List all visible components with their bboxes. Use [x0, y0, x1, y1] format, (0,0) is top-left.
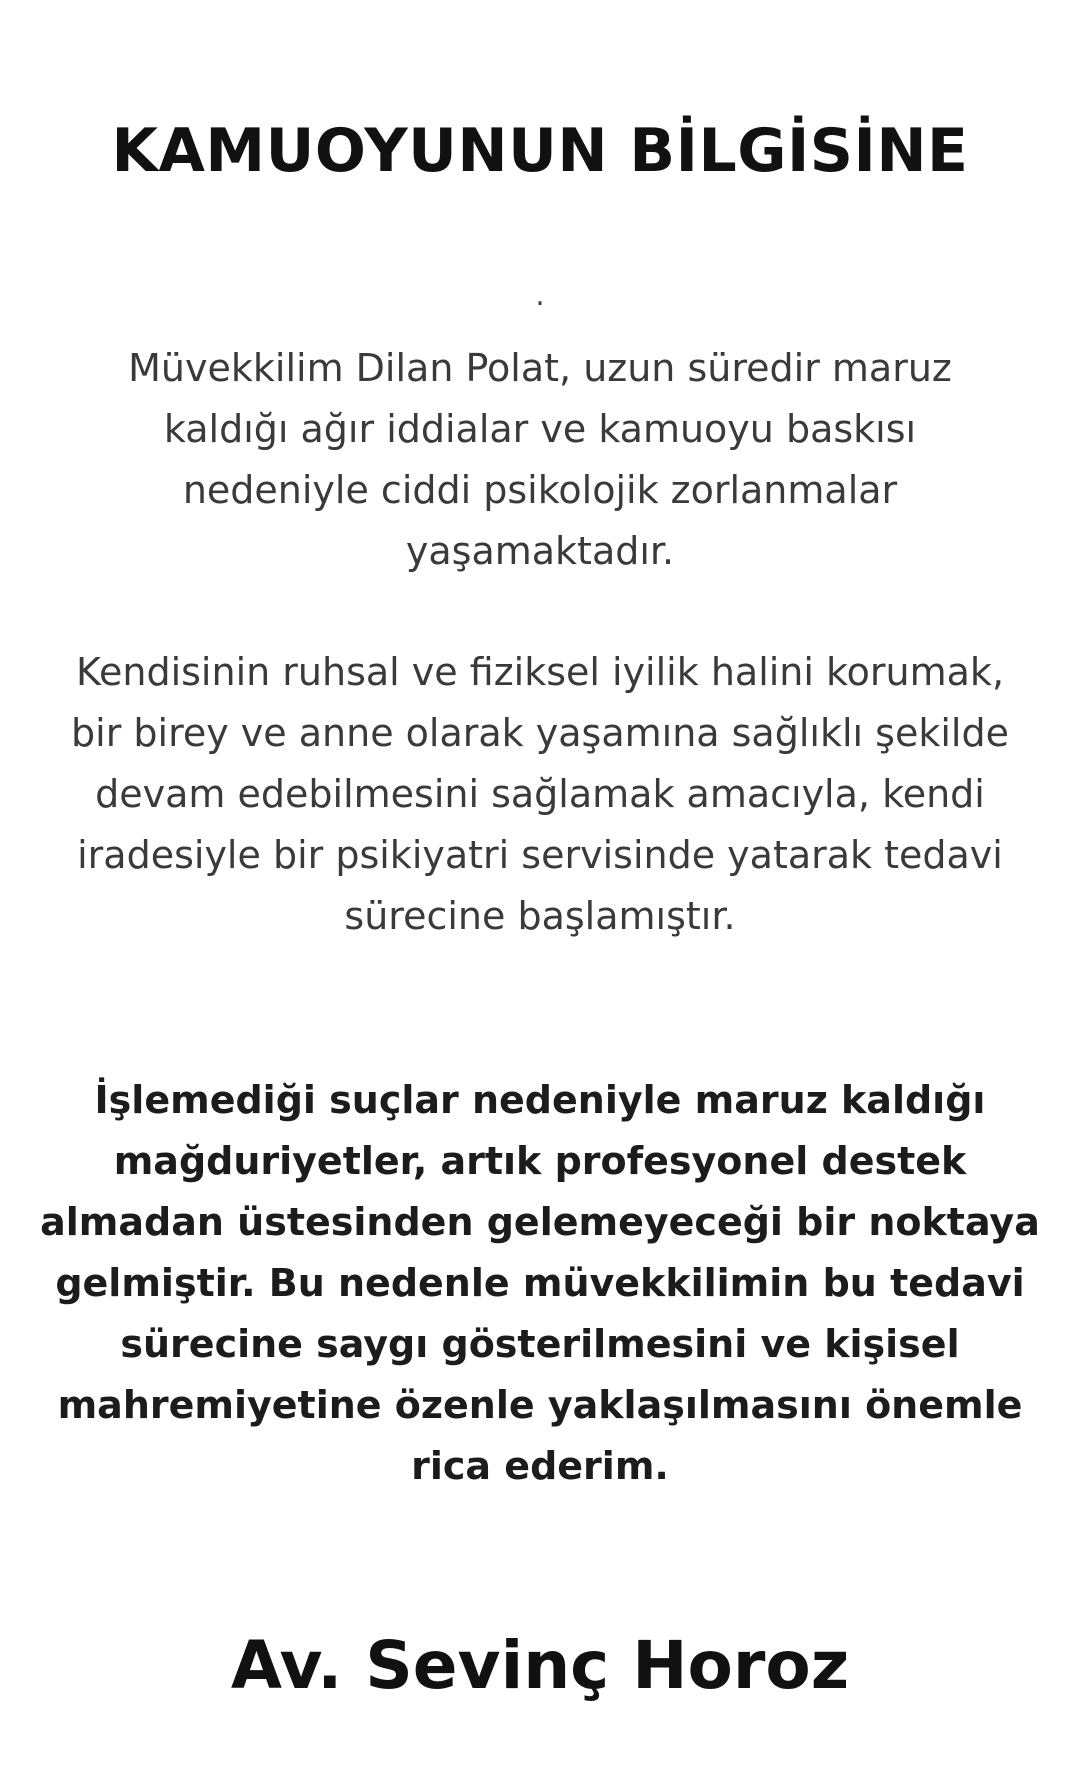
paragraph-3-line: rica ederim. [411, 1444, 669, 1488]
paragraph-2-line: bir birey ve anne olarak yaşamına sağlıklı şekilde [71, 711, 1009, 755]
paragraph-3-line: mağduriyetler, artık profesyonel destek [113, 1139, 967, 1183]
paragraph-1-line: kaldığı ağır iddialar ve kamuoyu baskısı [163, 407, 917, 451]
paragraph-3 [0, 1070, 1080, 1497]
paragraph-3-line: almadan üstesinden gelemeyeceği bir noktaya [40, 1200, 1040, 1244]
signature: Av. Sevinç Horoz [230, 1627, 850, 1704]
paragraph-2-line: Kendisinin ruhsal ve fiziksel iyilik halini korumak, [75, 650, 1005, 694]
paragraph-1-line: Müvekkilim Dilan Polat, uzun süredir maruz [128, 346, 952, 390]
paragraph-3-line: sürecine saygı gösterilmesini ve kişisel [120, 1322, 960, 1366]
paragraph-1-line: nedeniyle ciddi psikolojik zorlanmalar [182, 468, 898, 512]
paragraph-2-line: sürecine başlamıştır. [344, 894, 736, 938]
paragraph-3-line: mahremiyetine özenle yaklaşılmasını önemle [57, 1383, 1023, 1427]
paragraph-3-line: gelmiştir. Bu nedenle müvekkilimin bu tedavi [55, 1261, 1025, 1305]
paragraph-2-line: iradesiyle bir psikiyatri servisinde yatarak tedavi [77, 833, 1003, 877]
paragraph-2-line: devam edebilmesini sağlamak amacıyla, kendi [95, 772, 985, 816]
separator-dot: . [535, 278, 545, 313]
paragraph-2 [0, 642, 1080, 947]
paragraph-3-line: İşlemediği suçlar nedeniyle maruz kaldığı [94, 1078, 986, 1122]
paragraph-1 [0, 338, 1080, 582]
paragraph-1-line: yaşamaktadır. [405, 529, 675, 573]
statement-title: KAMUOYUNUN BİLGİSİNE [111, 116, 969, 186]
